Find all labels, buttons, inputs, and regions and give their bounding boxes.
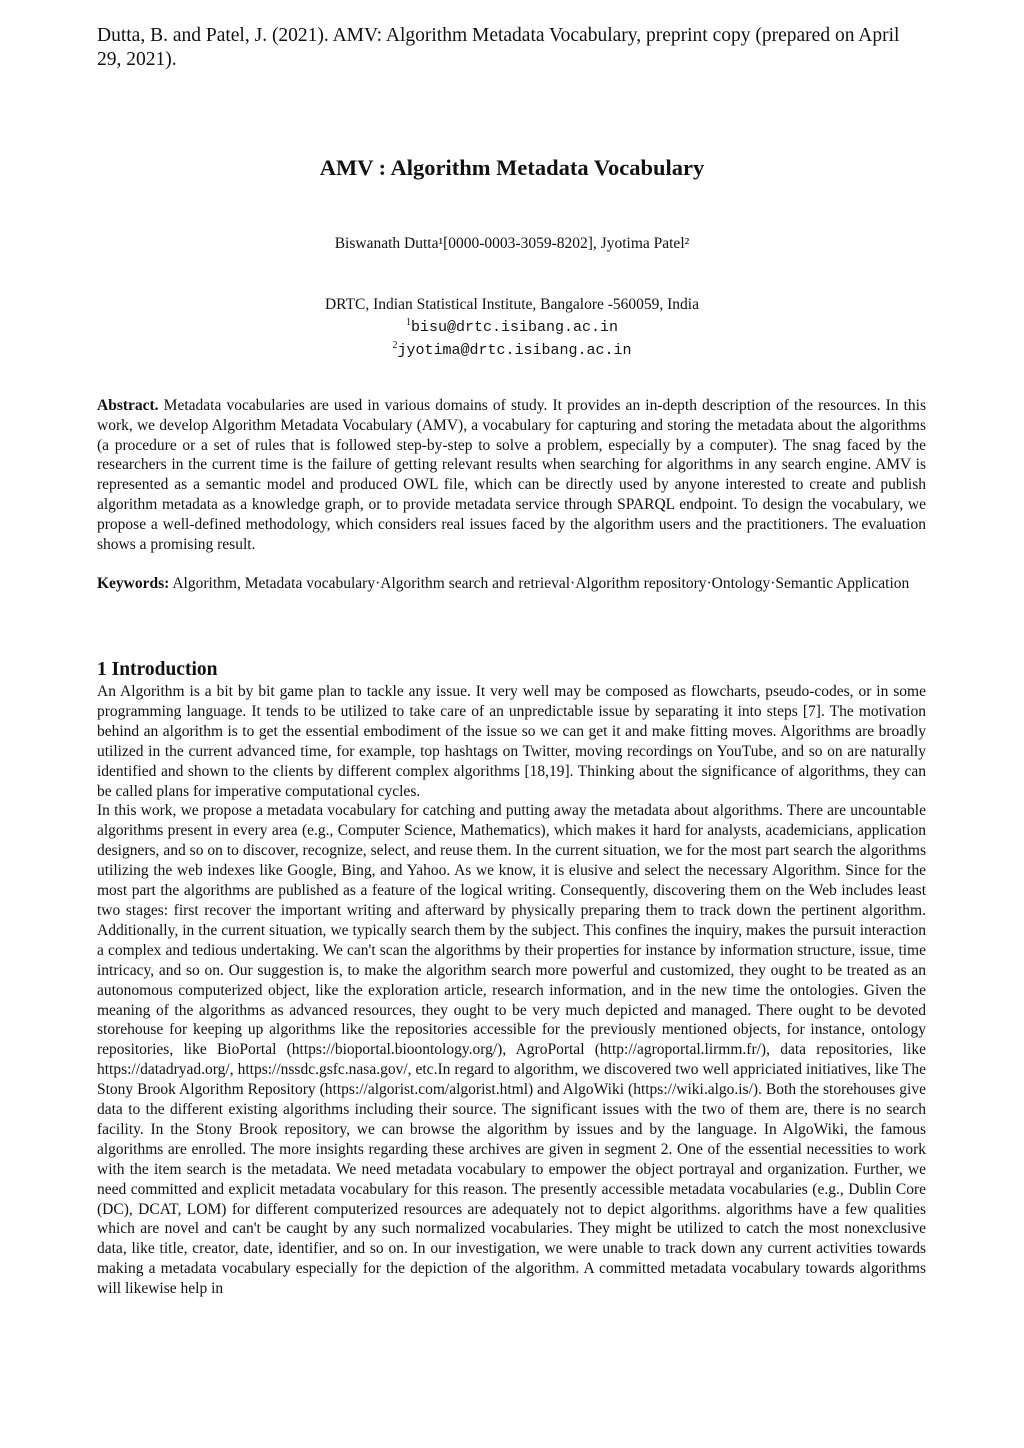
affiliation: DRTC, Indian Statistical Institute, Bangalore -560059, India [324, 296, 699, 313]
preprint-note: Dutta, B. and Patel, J. (2021). AMV: Algorithm Metadata Vocabulary, preprint copy (prepared on April 29, 2021). [97, 25, 900, 70]
introduction-paragraph-1: An Algorithm is a bit by bit game plan to tackle any issue. It very well may be composed as flowcharts, pseudo-codes, or in some programming language. It tends to be utilized to take care of an unpredictable issue by separating it into steps [7]. The motivation behind an algorithm is to get the essential embodiment of the issue so we can get it and make fitting moves. Algorithms are broadly utilized in the current advanced time, for example, top hashtags on Twitter, moving recordings on YouTube, and so on are naturally identified and shown to the clients by different complex algorithms [18,19]. Thinking about the significance of algorithms, they can be called plans for imperative computational cycles. [97, 683, 926, 800]
email-2-marker: 2 [392, 340, 398, 351]
keywords-text: Algorithm, Metadata vocabulary·Algorithm search and retrieval·Algorithm repository·Ontology·Semantic Application [172, 575, 910, 592]
affiliation-block [0, 294, 1024, 362]
abstract-text: Metadata vocabularies are used in various domains of study. It provides an in-depth description of the resources. In this work, we develop Algorithm Metadata Vocabulary (AMV), a vocabulary for capturing and storing the metadata about the algorithms (a procedure or a set of rules that is followed step-by-step to solve a problem, especially by a computer). The snag faced by the researchers in the current time is the failure of getting relevant results when searching for algorithms in any search engine. AMV is represented as a semantic model and produced OWL file, which can be directly used by anyone interested to create and publish algorithm metadata as a knowledge graph, or to provide metadata service through SPARQL endpoint. To design the vocabulary, we propose a well-defined methodology, which considers real issues faced by the algorithm users and the practitioners. The evaluation shows a promising result. [97, 397, 926, 553]
paper-title: AMV : Algorithm Metadata Vocabulary [319, 155, 705, 180]
email-2-address: jyotima@drtc.isibang.ac.in [397, 342, 632, 359]
email-1 [0, 316, 1024, 339]
email-1-address: bisu@drtc.isibang.ac.in [410, 319, 619, 336]
section-heading-introduction: 1 Introduction [97, 659, 218, 680]
abstract-label: Abstract. [97, 397, 159, 414]
abstract [97, 396, 926, 554]
introduction-paragraph-2: In this work, we propose a metadata vocabulary for catching and putting away the metadata about algorithms. There are uncountable algorithms present in every area (e.g., Computer Science, Mathematics), which makes it hard for analysts, academicians, application designers, and so on to discover, recognize, select, and reuse them. In the current situation, we for the most part search the algorithms utilizing the web indexes like Google, Bing, and Yahoo. As we know, it is elusive and select the necessary Algorithm. Since for the most part the algorithms are published as a feature of the logical writing. Consequently, discovering them on the Web includes least two stages: first recover the important writing and afterward by physically preparing them to track down the pertinent algorithm. Additionally, in the current situation, we typically search them by the subject. This confines the inquiry, makes the pursuit interaction a complex and tedious undertaking. We can't scan the algorithms by their properties for instance by information structure, issue, time intricacy, and so on. Our suggestion is, to make the algorithm search more powerful and customized, they ought to be treated as an autonomous computerized object, like the exploration article, research information, and in the new time the ontologies. Given the meaning of the algorithms as advanced resources, they ought to be very much depicted and managed. There ought to be devoted storehouse for keeping up algorithms like the repositories accessible for the previously mentioned objects, for instance, ontology repositories, like BioPortal (https://bioportal.bioontology.org/), AgroPortal (http://agroportal.lirmm.fr/), data repositories, like https://datadryad.org/, https://nssdc.gsfc.nasa.gov/, etc.In regard to algorithm, we discovered two well appriciated initiatives, like The Stony Brook Algorithm Repository (https://algorist.com/algorist.html) and AlgoWiki (https://wiki.algo.is/). Both the storehouses give data to the different existing algorithms including their source. The significant issues with the two of them are, there is no search facility. In the Stony Brook repository, we can browse the algorithm by issues and by the language. In AlgoWiki, the famous algorithms are enrolled. The more insights regarding these archives are given in segment 2. One of the essential necessities to work with the item search is the metadata. We need metadata vocabulary to empower the object portrayal and organization. Further, we need committed and explicit metadata vocabulary for this reason. The presently accessible metadata vocabularies (e.g., Dublin Core (DC), DCAT, LOM) for different computerized resources are adequately not to depict algorithms. algorithms have a few qualities which are novel and can't be caught by any such normalized vocabularies. They might be utilized to catch the most nonexclusive data, like title, creator, date, identifier, and so on. In our investigation, we were unable to track down any current activities towards making a metadata vocabulary especially for the depiction of the algorithm. A committed metadata vocabulary towards algorithms will likewise help in [97, 802, 926, 1298]
keywords [97, 574, 926, 594]
keywords-label: Keywords: [97, 575, 170, 592]
author-list: Biswanath Dutta¹[0000-0003-3059-8202], Jyotima Patel² [334, 235, 690, 252]
email-1-marker: 1 [405, 317, 411, 328]
introduction-body [97, 682, 926, 1299]
email-2 [0, 339, 1024, 362]
